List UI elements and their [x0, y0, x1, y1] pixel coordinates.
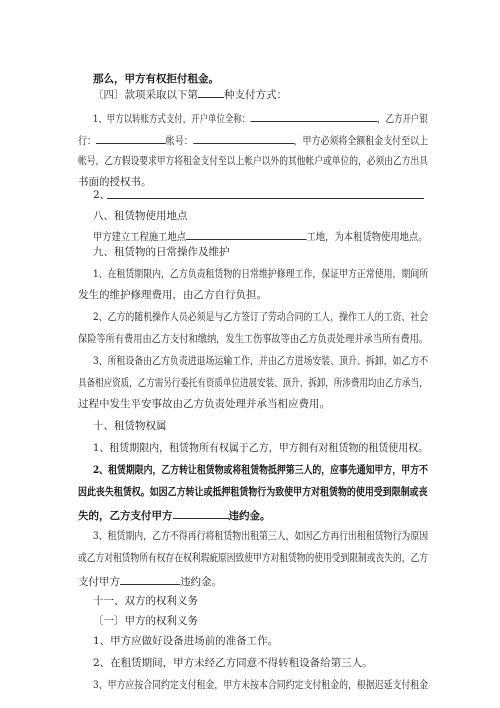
text-line: 2、租赁期限内，乙方转让租赁物或将租赁物抵押第三人的，应事先通知甲方，甲方不: [93, 464, 428, 476]
text-line: 3、租赁期内，乙方不得再行将租赁物出租第三人，如因乙方再行出租租赁物行为原因: [93, 530, 429, 542]
text-line: 1、甲方以转账方式支付，开户单位全称： ，乙方开户银: [93, 110, 428, 126]
blank-field: [186, 228, 307, 240]
section-heading: 十一、双方的权利义务: [93, 595, 198, 607]
blank-field: [120, 573, 180, 585]
text-line: 3、所租设备由乙方负责进退场运输工作，并由乙方进场安装、顶升、拆卸，如乙方不: [93, 355, 429, 367]
text-line: 甲方建立工程施工地点 工地，为本租赁物使用地点。: [93, 228, 428, 244]
blank-line: [107, 198, 424, 199]
text-line: 保险等所有费用由乙方支付和缴纳，发生工伤事故等由乙方负责处理并承当所有费用。: [78, 333, 429, 345]
text-line: 具备相应资质，乙方需另行委托有资质单位进展安装、顶升、拆卸，所涉费用均由乙方承当，: [78, 377, 428, 389]
text-line: 1、租赁期限内，租赁物所有权属于乙方，甲方拥有对租赁物的租赁使用权。: [93, 442, 429, 454]
blank-field: [193, 132, 294, 144]
text-line: 1、甲方应做好设备进场前的准备工作。: [93, 635, 279, 647]
text-line: 帐号，乙方假设要求甲方将租金支付至以上帐户以外的其他帐户或单位的，必须由乙方出具: [78, 155, 428, 167]
text-line: 那么，甲方有权拒付租金。: [93, 73, 219, 85]
blank-field: [173, 507, 229, 519]
text-line: 2、: [93, 189, 111, 201]
section-heading: 九、租赁物的日常操作及维护: [93, 246, 230, 258]
section-heading: 十、租赁物权属: [93, 420, 167, 432]
blank-field: [250, 110, 377, 122]
text-line: 过程中发生平安事故由乙方负责处理并承当相应费用。: [78, 398, 330, 410]
text-line: 2、在租赁期间，甲方未经乙方同意不得转租设备给第三人。: [93, 657, 373, 669]
text-line: 失的，乙方支付甲方 违约金。: [78, 507, 271, 523]
text-line: 1、在租赁期限内，乙方负责租赁物的日常维护修理工作，保证甲方正常使用，期间所: [93, 268, 429, 280]
text-line: 行： 帐号： ，甲方必须将全额租金支付至以上: [78, 132, 428, 148]
text-line: 或乙方对租赁物所有权存在权利瑕疵原因致使甲方对租赁物的使用受到限制或丧失的，乙方: [78, 552, 428, 564]
text-line: 支付甲方 违约金。: [78, 573, 222, 589]
blank-field: [96, 132, 166, 144]
text-line: 3、甲方应按合同约定支付租金，甲方未按本合同约定支付租金的，根据迟延支付租金: [93, 679, 429, 691]
text-line: 书面的授权书。: [78, 176, 152, 188]
subsection-heading: 〔一〕甲方的权利义务: [93, 615, 198, 627]
blank-field: [198, 86, 224, 98]
text-line: 〔四〕款项采取以下第 种支付方式：: [93, 86, 287, 102]
text-line: 发生的维护修理费用，由乙方自行负担。: [78, 289, 267, 301]
text-line: 因此丧失租赁权。如因乙方转让或抵押租赁物行为致使甲方对租赁物的使用受到限制或丧: [78, 486, 428, 498]
section-heading: 八、租赁物使用地点: [93, 210, 188, 222]
text-line: 2、乙方的随机操作人员必须是与乙方签订了劳动合同的工人，操作工人的工资、社会: [93, 311, 429, 323]
